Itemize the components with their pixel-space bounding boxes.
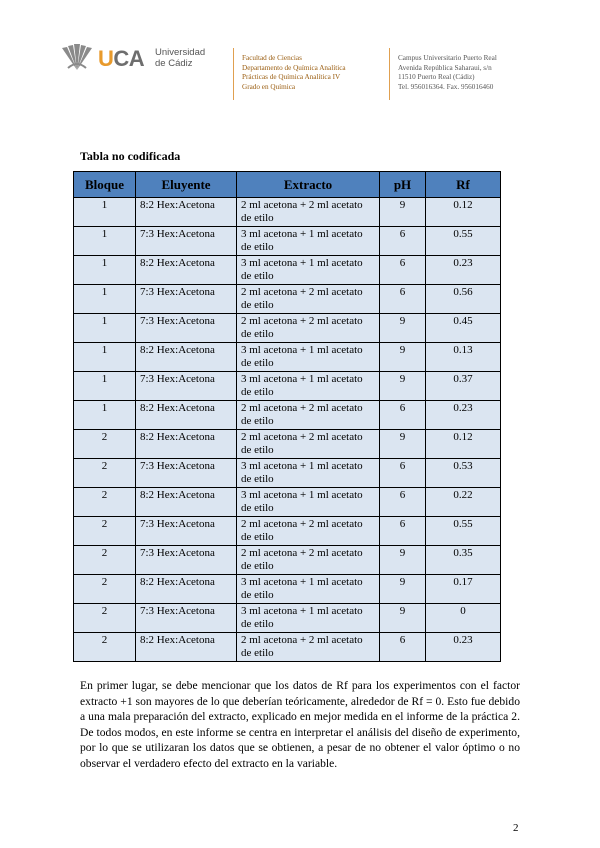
cell-extracto: 2 ml acetona + 2 ml acetato de etilo [237, 314, 380, 343]
address-line: Campus Universitario Puerto Real [398, 54, 497, 62]
cell-ph: 6 [380, 633, 426, 662]
cell-ph: 6 [380, 401, 426, 430]
column-header-eluyente: Eluyente [136, 172, 237, 198]
cell-ph: 9 [380, 314, 426, 343]
cell-rf: 0.12 [426, 198, 501, 227]
cell-extracto: 3 ml acetona + 1 ml acetato de etilo [237, 343, 380, 372]
cell-rf: 0.37 [426, 372, 501, 401]
header-divider [233, 48, 234, 100]
table-row [74, 256, 501, 285]
table-row [74, 430, 501, 459]
table-header-row [74, 172, 501, 198]
cell-rf: 0.23 [426, 401, 501, 430]
cell-extracto: 2 ml acetona + 2 ml acetato de etilo [237, 633, 380, 662]
cell-ph: 6 [380, 256, 426, 285]
table-row [74, 314, 501, 343]
cell-rf: 0.56 [426, 285, 501, 314]
cell-ph: 9 [380, 575, 426, 604]
cell-ph: 9 [380, 343, 426, 372]
cell-eluyente: 8:2 Hex:Acetona [136, 401, 237, 430]
table-row [74, 227, 501, 256]
cell-extracto: 3 ml acetona + 1 ml acetato de etilo [237, 459, 380, 488]
cell-ph: 9 [380, 372, 426, 401]
address-info [398, 54, 497, 92]
cell-extracto: 2 ml acetona + 2 ml acetato de etilo [237, 430, 380, 459]
cell-rf: 0.12 [426, 430, 501, 459]
cell-extracto: 2 ml acetona + 2 ml acetato de etilo [237, 285, 380, 314]
column-header-rf: Rf [426, 172, 501, 198]
cell-eluyente: 8:2 Hex:Acetona [136, 198, 237, 227]
page-number: 2 [513, 822, 519, 834]
cell-bloque: 1 [74, 372, 136, 401]
cell-bloque: 2 [74, 517, 136, 546]
cell-eluyente: 7:3 Hex:Acetona [136, 517, 237, 546]
cell-bloque: 1 [74, 343, 136, 372]
cell-rf: 0.55 [426, 517, 501, 546]
cell-extracto: 2 ml acetona + 2 ml acetato de etilo [237, 401, 380, 430]
cell-ph: 9 [380, 430, 426, 459]
cell-ph: 6 [380, 459, 426, 488]
department-line: Facultad de Ciencias [242, 54, 302, 62]
cell-extracto: 2 ml acetona + 2 ml acetato de etilo [237, 198, 380, 227]
cell-bloque: 2 [74, 488, 136, 517]
cell-ph: 6 [380, 285, 426, 314]
cell-bloque: 2 [74, 575, 136, 604]
cell-bloque: 1 [74, 314, 136, 343]
cell-eluyente: 7:3 Hex:Acetona [136, 314, 237, 343]
cell-eluyente: 8:2 Hex:Acetona [136, 343, 237, 372]
table-row [74, 343, 501, 372]
cell-eluyente: 7:3 Hex:Acetona [136, 546, 237, 575]
address-line: Tel. 956016364. Fax. 956016460 [398, 82, 494, 91]
body-paragraph: En primer lugar, se debe mencionar que los datos de Rf para los experimentos con el factor extracto +1 son mayores de lo que deberían teóricamente, alrededor de Rf = 0. Esto fue debido a una mala preparación del extracto, explicado en mejor medida en el informe de la práctica 2. De todos modos, en este informe se centra en interpretar el análisis del diseño de experimento, por lo que se utilizaran los datos que se obtienen, a pesar de no obtener el valor óptimo o no observar el verdadero efecto del extracto en la variable. [80, 679, 520, 770]
table-row [74, 198, 501, 227]
cell-bloque: 1 [74, 198, 136, 227]
logo-wordmark: UCA [98, 46, 145, 71]
table-row [74, 633, 501, 662]
department-line: Prácticas de Química Analítica IV [242, 73, 341, 82]
cell-ph: 6 [380, 517, 426, 546]
cell-ph: 9 [380, 546, 426, 575]
table-row [74, 604, 501, 633]
cell-eluyente: 7:3 Hex:Acetona [136, 227, 237, 256]
table-row [74, 285, 501, 314]
cell-rf: 0.45 [426, 314, 501, 343]
cell-bloque: 1 [74, 227, 136, 256]
cell-rf: 0.22 [426, 488, 501, 517]
column-header-extracto: Extracto [237, 172, 380, 198]
cell-bloque: 2 [74, 633, 136, 662]
department-line: Grado en Química [242, 82, 296, 91]
table-row [74, 401, 501, 430]
cell-eluyente: 7:3 Hex:Acetona [136, 604, 237, 633]
cell-eluyente: 7:3 Hex:Acetona [136, 372, 237, 401]
table-row [74, 488, 501, 517]
cell-ph: 9 [380, 604, 426, 633]
address-line: 11510 Puerto Real (Cádiz) [398, 73, 475, 82]
university-logo [58, 42, 218, 76]
department-info [242, 54, 346, 92]
cell-eluyente: 7:3 Hex:Acetona [136, 459, 237, 488]
cell-eluyente: 7:3 Hex:Acetona [136, 285, 237, 314]
cell-rf: 0 [426, 604, 501, 633]
table-caption: Tabla no codificada [80, 149, 181, 163]
logo-university-name: Universidad de Cádiz [155, 47, 206, 69]
cell-rf: 0.13 [426, 343, 501, 372]
table-row [74, 517, 501, 546]
table-row [74, 546, 501, 575]
cell-eluyente: 8:2 Hex:Acetona [136, 256, 237, 285]
cell-eluyente: 8:2 Hex:Acetona [136, 488, 237, 517]
cell-eluyente: 8:2 Hex:Acetona [136, 633, 237, 662]
cell-bloque: 1 [74, 285, 136, 314]
cell-rf: 0.53 [426, 459, 501, 488]
cell-extracto: 3 ml acetona + 1 ml acetato de etilo [237, 604, 380, 633]
cell-ph: 6 [380, 488, 426, 517]
cell-rf: 0.55 [426, 227, 501, 256]
department-line: Departamento de Química Analítica [242, 63, 346, 72]
cell-extracto: 3 ml acetona + 1 ml acetato de etilo [237, 372, 380, 401]
cell-ph: 9 [380, 198, 426, 227]
cell-rf: 0.23 [426, 633, 501, 662]
cell-bloque: 1 [74, 256, 136, 285]
cell-extracto: 3 ml acetona + 1 ml acetato de etilo [237, 256, 380, 285]
cell-extracto: 2 ml acetona + 2 ml acetato de etilo [237, 517, 380, 546]
cell-rf: 0.17 [426, 575, 501, 604]
cell-bloque: 2 [74, 604, 136, 633]
cell-extracto: 3 ml acetona + 1 ml acetato de etilo [237, 575, 380, 604]
fan-logo-icon [58, 42, 96, 72]
cell-bloque: 2 [74, 546, 136, 575]
address-line: Avenida República Saharaui, s/n [398, 63, 492, 72]
cell-ph: 6 [380, 227, 426, 256]
cell-bloque: 1 [74, 401, 136, 430]
header-divider [389, 48, 390, 100]
column-header-bloque: Bloque [74, 172, 136, 198]
cell-extracto: 3 ml acetona + 1 ml acetato de etilo [237, 488, 380, 517]
table-row [74, 575, 501, 604]
cell-rf: 0.23 [426, 256, 501, 285]
page-header [0, 0, 600, 110]
cell-bloque: 2 [74, 459, 136, 488]
table-row [74, 459, 501, 488]
cell-extracto: 3 ml acetona + 1 ml acetato de etilo [237, 227, 380, 256]
column-header-ph: pH [380, 172, 426, 198]
cell-rf: 0.35 [426, 546, 501, 575]
cell-extracto: 2 ml acetona + 2 ml acetato de etilo [237, 546, 380, 575]
cell-eluyente: 8:2 Hex:Acetona [136, 430, 237, 459]
table-row [74, 372, 501, 401]
cell-bloque: 2 [74, 430, 136, 459]
cell-eluyente: 8:2 Hex:Acetona [136, 575, 237, 604]
data-table [73, 171, 501, 662]
